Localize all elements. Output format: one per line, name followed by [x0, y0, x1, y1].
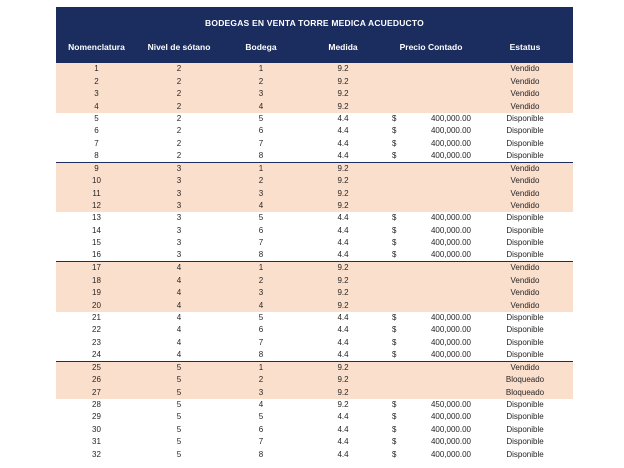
cell-nivel: 2 [176, 126, 182, 136]
cell-nivel: 2 [176, 113, 182, 123]
cell-nivel: 3 [176, 238, 182, 248]
cell-estatus: Disponible [506, 238, 544, 248]
cell-nomenclatura: 5 [94, 113, 99, 123]
cell-nomenclatura: 23 [92, 337, 101, 347]
cell-nomenclatura: 17 [92, 263, 101, 273]
cell-precio [385, 225, 477, 237]
currency-symbol: $ [392, 225, 397, 235]
cell-estatus: Disponible [506, 213, 544, 223]
cell-medida: 9.2 [337, 375, 349, 385]
currency-symbol: $ [392, 138, 397, 148]
table-row [56, 287, 573, 299]
price-amount: 400,000.00 [430, 424, 471, 434]
currency-symbol: $ [392, 400, 397, 410]
table-row [56, 187, 573, 199]
table-body [56, 63, 573, 461]
cell-medida: 4.4 [337, 312, 349, 322]
cell-nivel: 2 [176, 138, 182, 148]
cell-bodega: 7 [258, 337, 264, 347]
cell-nomenclatura: 4 [94, 101, 99, 111]
cell-nomenclatura: 9 [94, 163, 99, 173]
cell-estatus: Vendido [510, 288, 540, 298]
cell-nivel: 5 [176, 362, 182, 372]
cell-bodega: 7 [258, 238, 264, 248]
cell-nivel: 4 [176, 349, 182, 359]
column-header-nomenclatura: Nomenclatura [68, 42, 125, 52]
cell-nomenclatura: 28 [92, 400, 101, 410]
cell-nomenclatura: 18 [92, 275, 101, 285]
table-row [56, 436, 573, 448]
bodegas-table [56, 7, 573, 461]
price-amount: 400,000.00 [430, 213, 471, 223]
cell-medida: 4.4 [337, 150, 349, 160]
table-row [56, 125, 573, 137]
cell-nivel: 5 [176, 449, 182, 459]
cell-nomenclatura: 2 [94, 76, 99, 86]
table-row [56, 225, 573, 237]
table-row [56, 337, 573, 349]
price-amount: 400,000.00 [430, 437, 471, 447]
cell-bodega: 5 [258, 213, 264, 223]
cell-nomenclatura: 13 [92, 213, 101, 223]
currency-symbol: $ [392, 349, 397, 359]
cell-precio [385, 138, 477, 150]
cell-estatus: Disponible [506, 424, 544, 434]
cell-estatus: Vendido [510, 300, 540, 310]
cell-estatus: Disponible [506, 312, 544, 322]
cell-nomenclatura: 27 [92, 387, 101, 397]
cell-medida: 9.2 [337, 176, 349, 186]
cell-bodega: 3 [258, 387, 264, 397]
cell-medida: 4.4 [337, 213, 349, 223]
cell-precio [385, 436, 477, 448]
cell-nomenclatura: 22 [92, 325, 101, 335]
price-amount: 400,000.00 [430, 349, 471, 359]
cell-bodega: 1 [258, 362, 264, 372]
cell-estatus: Vendido [510, 176, 540, 186]
cell-nomenclatura: 19 [92, 288, 101, 298]
cell-medida: 9.2 [337, 76, 349, 86]
cell-nomenclatura: 16 [92, 250, 101, 260]
price-amount: 400,000.00 [430, 412, 471, 422]
cell-medida: 9.2 [337, 362, 349, 372]
column-header-precio: Precio Contado [399, 42, 463, 52]
cell-nomenclatura: 10 [92, 176, 101, 186]
cell-precio [385, 411, 477, 423]
cell-nivel: 3 [176, 176, 182, 186]
cell-nivel: 3 [176, 250, 182, 260]
table-row [56, 349, 573, 361]
cell-medida: 9.2 [337, 188, 349, 198]
cell-nomenclatura: 21 [92, 312, 101, 322]
cell-bodega: 4 [258, 300, 264, 310]
cell-estatus: Vendido [510, 64, 540, 74]
currency-symbol: $ [392, 312, 397, 322]
cell-nivel: 3 [176, 213, 182, 223]
cell-bodega: 4 [258, 101, 264, 111]
price-amount: 400,000.00 [430, 225, 471, 235]
table-row [56, 399, 573, 411]
cell-nomenclatura: 15 [92, 238, 101, 248]
cell-estatus: Vendido [510, 101, 540, 111]
cell-nivel: 3 [176, 201, 182, 211]
table-row [56, 150, 573, 162]
cell-nivel: 5 [176, 387, 182, 397]
cell-estatus: Disponible [506, 150, 544, 160]
cell-precio [385, 449, 477, 461]
currency-symbol: $ [392, 113, 397, 123]
cell-estatus: Disponible [506, 113, 544, 123]
cell-precio [385, 212, 477, 224]
cell-estatus: Disponible [506, 437, 544, 447]
table-row [56, 374, 573, 386]
cell-bodega: 1 [258, 64, 264, 74]
cell-estatus: Vendido [510, 362, 540, 372]
cell-estatus: Disponible [506, 337, 544, 347]
cell-medida: 4.4 [337, 412, 349, 422]
column-header-medida: Medida [328, 42, 358, 52]
cell-bodega: 3 [258, 89, 264, 99]
table-row [56, 411, 573, 423]
cell-bodega: 2 [258, 275, 264, 285]
cell-bodega: 5 [258, 412, 264, 422]
table-row [56, 100, 573, 112]
cell-bodega: 2 [258, 375, 264, 385]
currency-symbol: $ [392, 424, 397, 434]
table-row [56, 424, 573, 436]
cell-medida: 4.4 [337, 325, 349, 335]
table-row [56, 262, 573, 274]
cell-medida: 4.4 [337, 238, 349, 248]
cell-bodega: 6 [258, 424, 264, 434]
cell-nivel: 4 [176, 325, 182, 335]
table-row [56, 274, 573, 286]
cell-estatus: Disponible [506, 225, 544, 235]
table-row [56, 63, 573, 75]
cell-nomenclatura: 25 [92, 362, 101, 372]
price-amount: 400,000.00 [430, 238, 471, 248]
cell-medida: 4.4 [337, 126, 349, 136]
table-title: BODEGAS EN VENTA TORRE MEDICA ACUEDUCTO [205, 18, 424, 28]
cell-bodega: 7 [258, 138, 264, 148]
cell-medida: 4.4 [337, 449, 349, 459]
cell-estatus: Bloqueado [505, 375, 545, 385]
cell-nomenclatura: 29 [92, 412, 101, 422]
cell-nivel: 5 [176, 400, 182, 410]
cell-nivel: 2 [176, 89, 182, 99]
cell-nomenclatura: 30 [92, 424, 101, 434]
column-header-nivel: Nivel de sótano [147, 42, 211, 52]
cell-medida: 9.2 [337, 300, 349, 310]
cell-bodega: 4 [258, 400, 264, 410]
cell-nomenclatura: 14 [92, 225, 101, 235]
cell-nivel: 4 [176, 312, 182, 322]
cell-estatus: Disponible [506, 400, 544, 410]
cell-bodega: 4 [258, 201, 264, 211]
cell-medida: 9.2 [337, 201, 349, 211]
cell-precio [385, 150, 477, 162]
cell-precio [385, 237, 477, 249]
cell-nomenclatura: 6 [94, 126, 99, 136]
table-row [56, 386, 573, 398]
column-headers [56, 31, 573, 63]
cell-precio [385, 349, 477, 361]
cell-bodega: 3 [258, 288, 264, 298]
cell-estatus: Disponible [506, 126, 544, 136]
cell-estatus: Vendido [510, 163, 540, 173]
table-row [56, 299, 573, 311]
cell-bodega: 5 [258, 312, 264, 322]
table-row [56, 250, 573, 262]
table-row [56, 324, 573, 336]
cell-medida: 4.4 [337, 225, 349, 235]
cell-precio [385, 399, 477, 411]
cell-nomenclatura: 7 [94, 138, 99, 148]
cell-bodega: 2 [258, 176, 264, 186]
cell-estatus: Disponible [506, 449, 544, 459]
cell-medida: 9.2 [337, 288, 349, 298]
currency-symbol: $ [392, 325, 397, 335]
cell-nomenclatura: 31 [92, 437, 101, 447]
cell-nivel: 5 [176, 375, 182, 385]
cell-nomenclatura: 24 [92, 349, 101, 359]
currency-symbol: $ [392, 150, 397, 160]
table-row [56, 138, 573, 150]
cell-bodega: 8 [258, 349, 264, 359]
price-amount: 400,000.00 [430, 113, 471, 123]
cell-medida: 9.2 [337, 387, 349, 397]
cell-medida: 4.4 [337, 349, 349, 359]
cell-bodega: 3 [258, 188, 264, 198]
table-row [56, 163, 573, 175]
currency-symbol: $ [392, 337, 397, 347]
cell-bodega: 1 [258, 263, 264, 273]
cell-nomenclatura: 11 [92, 188, 101, 198]
cell-medida: 4.4 [337, 424, 349, 434]
cell-bodega: 1 [258, 163, 264, 173]
cell-estatus: Disponible [506, 138, 544, 148]
table-row [56, 75, 573, 87]
cell-medida: 4.4 [337, 138, 349, 148]
cell-medida: 4.4 [337, 113, 349, 123]
cell-nivel: 3 [176, 188, 182, 198]
cell-nivel: 2 [176, 64, 182, 74]
cell-nomenclatura: 20 [92, 300, 101, 310]
cell-estatus: Vendido [510, 188, 540, 198]
cell-estatus: Disponible [506, 349, 544, 359]
price-amount: 400,000.00 [430, 250, 471, 260]
cell-precio [385, 125, 477, 137]
cell-medida: 9.2 [337, 400, 349, 410]
cell-estatus: Disponible [506, 325, 544, 335]
table-row [56, 237, 573, 249]
cell-estatus: Disponible [506, 412, 544, 422]
cell-medida: 9.2 [337, 163, 349, 173]
table-row [56, 200, 573, 212]
table-header [56, 7, 573, 63]
cell-bodega: 8 [258, 449, 264, 459]
cell-nivel: 2 [176, 101, 182, 111]
price-amount: 400,000.00 [430, 126, 471, 136]
cell-estatus: Bloqueado [505, 387, 545, 397]
cell-medida: 9.2 [337, 263, 349, 273]
table-row [56, 449, 573, 461]
price-amount: 400,000.00 [430, 325, 471, 335]
cell-estatus: Vendido [510, 89, 540, 99]
cell-nivel: 2 [176, 150, 182, 160]
cell-medida: 9.2 [337, 101, 349, 111]
price-amount: 400,000.00 [430, 150, 471, 160]
cell-nivel: 5 [176, 412, 182, 422]
cell-nivel: 5 [176, 424, 182, 434]
cell-medida: 4.4 [337, 437, 349, 447]
table-row [56, 175, 573, 187]
currency-symbol: $ [392, 213, 397, 223]
price-amount: 400,000.00 [430, 449, 471, 459]
currency-symbol: $ [392, 449, 397, 459]
cell-bodega: 8 [258, 150, 264, 160]
table-row [56, 212, 573, 224]
cell-nomenclatura: 8 [94, 150, 99, 160]
cell-nivel: 2 [176, 76, 182, 86]
currency-symbol: $ [392, 250, 397, 260]
price-amount: 400,000.00 [430, 138, 471, 148]
cell-precio [385, 312, 477, 324]
cell-nomenclatura: 1 [94, 64, 99, 74]
cell-nivel: 4 [176, 288, 182, 298]
cell-nivel: 4 [176, 300, 182, 310]
cell-nivel: 4 [176, 337, 182, 347]
cell-nomenclatura: 3 [94, 89, 99, 99]
cell-medida: 9.2 [337, 64, 349, 74]
cell-precio [385, 324, 477, 336]
cell-precio [385, 424, 477, 436]
column-header-bodega: Bodega [245, 42, 277, 52]
cell-medida: 4.4 [337, 337, 349, 347]
cell-bodega: 5 [258, 113, 264, 123]
cell-bodega: 2 [258, 76, 264, 86]
table-row [56, 312, 573, 324]
cell-precio [385, 113, 477, 125]
cell-nivel: 4 [176, 263, 182, 273]
cell-nomenclatura: 26 [92, 375, 101, 385]
cell-estatus: Vendido [510, 201, 540, 211]
cell-medida: 4.4 [337, 250, 349, 260]
cell-nomenclatura: 12 [92, 201, 101, 211]
cell-precio [385, 249, 477, 261]
cell-medida: 9.2 [337, 89, 349, 99]
column-header-estatus: Estatus [509, 42, 541, 52]
cell-nivel: 5 [176, 437, 182, 447]
cell-medida: 9.2 [337, 275, 349, 285]
table-row [56, 113, 573, 125]
cell-nivel: 3 [176, 163, 182, 173]
cell-bodega: 6 [258, 225, 264, 235]
currency-symbol: $ [392, 126, 397, 136]
cell-nivel: 4 [176, 275, 182, 285]
price-amount: 400,000.00 [430, 337, 471, 347]
cell-estatus: Vendido [510, 263, 540, 273]
cell-bodega: 6 [258, 325, 264, 335]
currency-symbol: $ [392, 412, 397, 422]
cell-nivel: 3 [176, 225, 182, 235]
table-row [56, 362, 573, 374]
table-row [56, 88, 573, 100]
currency-symbol: $ [392, 238, 397, 248]
cell-bodega: 8 [258, 250, 264, 260]
cell-estatus: Disponible [506, 250, 544, 260]
cell-estatus: Vendido [510, 275, 540, 285]
cell-estatus: Vendido [510, 76, 540, 86]
cell-nomenclatura: 32 [92, 449, 101, 459]
price-amount: 400,000.00 [430, 312, 471, 322]
cell-bodega: 7 [258, 437, 264, 447]
cell-precio [385, 337, 477, 349]
price-amount: 450,000.00 [430, 400, 471, 410]
currency-symbol: $ [392, 437, 397, 447]
cell-bodega: 6 [258, 126, 264, 136]
